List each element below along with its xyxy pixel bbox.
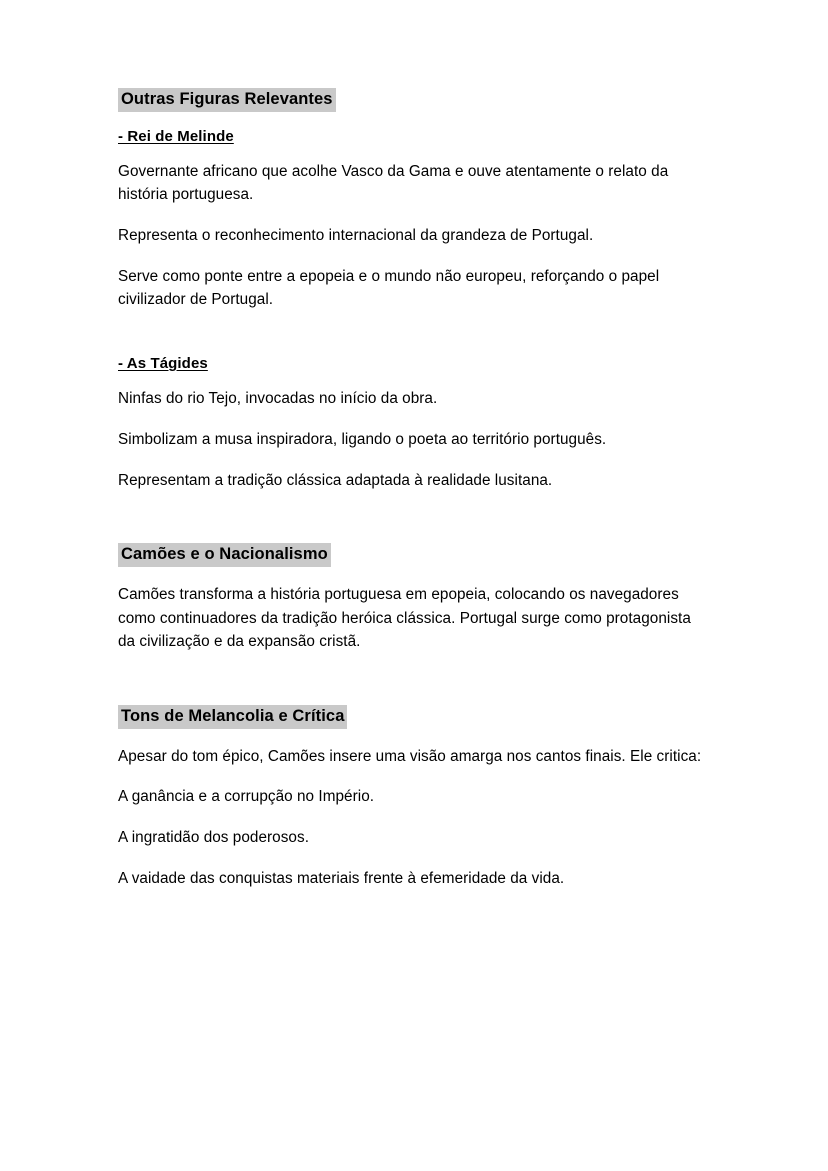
paragraph-tons-melancolia-4: A vaidade das conquistas materiais frente à efemeridade da vida. [118,869,565,887]
subheading-as-tagides: - As Tágides [118,355,208,373]
section-heading-camoes-e-o-nacionalismo-wrap [118,543,710,567]
section-heading-camoes-e-o-nacionalismo: Camões e o Nacionalismo [118,543,331,567]
paragraph-rei-de-melinde-3: Serve como ponte entre a epopeia e o mundo não europeu, reforçando o papel civilizador de Portugal. [118,267,660,309]
paragraph-rei-de-melinde-1: Governante africano que acolhe Vasco da Gama e ouve atentamente o relato da história portuguesa. [118,162,669,204]
subheading-as-tagides-wrap [118,355,710,373]
spacer-before-tons-melancolia [118,671,710,705]
paragraph-tons-melancolia-2: A ganância e a corrupção no Império. [118,788,375,806]
subheading-rei-de-melinde: - Rei de Melinde [118,127,234,145]
paragraph-as-tagides-3: Representam a tradição clássica adaptada à realidade lusitana. [118,471,553,489]
section-heading-tons-de-melancolia-e-critica: Tons de Melancolia e Crítica [118,705,347,729]
paragraph-tons-melancolia-1: Apesar do tom épico, Camões insere uma visão amarga nos cantos finais. Ele critica: [118,747,702,765]
spacer-after-rei-de-melinde [118,329,710,355]
paragraph-as-tagides-1: Ninfas do rio Tejo, invocadas no início da obra. [118,390,438,408]
section-heading-outras-figuras-relevantes-wrap [118,88,710,112]
section-heading-tons-de-melancolia-e-critica-wrap [118,705,710,729]
section-heading-outras-figuras-relevantes: Outras Figuras Relevantes [118,88,336,112]
spacer-before-camoes-nacionalismo [118,509,710,543]
paragraph-rei-de-melinde-2: Representa o reconhecimento internacional da grandeza de Portugal. [118,227,594,245]
paragraph-as-tagides-2: Simbolizam a musa inspiradora, ligando o poeta ao território português. [118,430,607,448]
document-body [118,88,710,890]
paragraph-tons-melancolia-3: A ingratidão dos poderosos. [118,829,309,847]
paragraph-camoes-nacionalismo-1: Camões transforma a história portuguesa em epopeia, colocando os navegadores como continuadores da tradição heróica clássica. Portugal surge como protagonista da civilização e da expansão cristã. [118,585,691,651]
subheading-rei-de-melinde-wrap [118,128,710,146]
